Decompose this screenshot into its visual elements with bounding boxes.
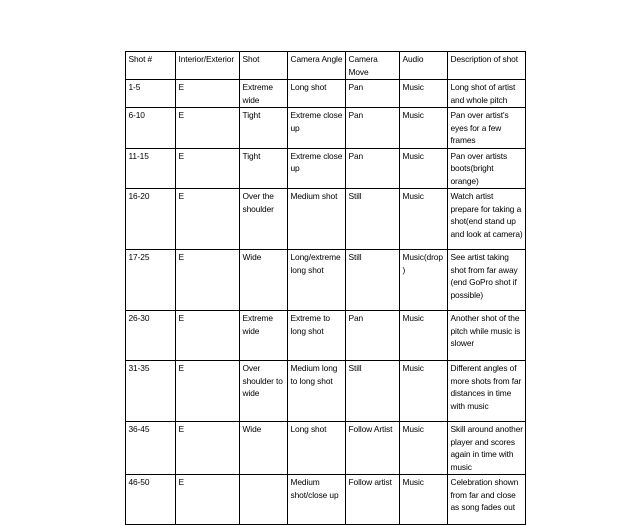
cell-shot: Extreme wide (240, 311, 288, 361)
cell-camera-move: Pan (346, 311, 400, 361)
cell-camera-move: Still (346, 250, 400, 311)
cell-audio: Music (400, 311, 448, 361)
cell-shot-number: 11-15 (126, 148, 176, 189)
cell-audio: Music (400, 148, 448, 189)
cell-interior-exterior: E (176, 148, 240, 189)
cell-interior-exterior: E (176, 361, 240, 422)
cell-camera-move: Still (346, 361, 400, 422)
cell-shot-number: 6-10 (126, 108, 176, 149)
cell-description: Celebration shown from far and close as song fades out (448, 475, 526, 525)
cell-description: Long shot of artist and whole pitch (448, 80, 526, 108)
cell-camera-angle: Medium shot/close up (288, 475, 346, 525)
cell-description: Watch artist prepare for taking a shot(end stand up and look at camera) (448, 189, 526, 250)
cell-shot-number: 17-25 (126, 250, 176, 311)
cell-camera-move: Follow Artist (346, 422, 400, 475)
table-row (126, 475, 526, 525)
cell-camera-angle: Extreme close up (288, 108, 346, 149)
cell-shot-number: 1-5 (126, 80, 176, 108)
header-camera-move: Camera Move (346, 52, 400, 80)
header-camera-angle: Camera Angle (288, 52, 346, 80)
cell-shot: Tight (240, 108, 288, 149)
cell-camera-move: Pan (346, 148, 400, 189)
cell-camera-move: Follow artist (346, 475, 400, 525)
cell-camera-angle: Long shot (288, 422, 346, 475)
cell-audio: Music (400, 361, 448, 422)
cell-shot: Extreme wide (240, 80, 288, 108)
cell-interior-exterior: E (176, 108, 240, 149)
table-row (126, 80, 526, 108)
cell-shot-number: 31-35 (126, 361, 176, 422)
shot-list-table (125, 51, 526, 525)
table-row (126, 108, 526, 149)
cell-shot-number: 46-50 (126, 475, 176, 525)
table-row (126, 189, 526, 250)
table-row (126, 250, 526, 311)
header-shot: Shot (240, 52, 288, 80)
header-interior-exterior: Interior/Exterior (176, 52, 240, 80)
cell-description: Skill around another player and scores again in time with music (448, 422, 526, 475)
cell-camera-angle: Medium shot (288, 189, 346, 250)
cell-shot (240, 475, 288, 525)
cell-interior-exterior: E (176, 189, 240, 250)
cell-interior-exterior: E (176, 475, 240, 525)
cell-camera-move: Pan (346, 108, 400, 149)
header-audio: Audio (400, 52, 448, 80)
cell-shot-number: 36-45 (126, 422, 176, 475)
cell-camera-angle: Medium long to long shot (288, 361, 346, 422)
cell-description: Pan over artist's eyes for a few frames (448, 108, 526, 149)
cell-audio: Music (400, 80, 448, 108)
cell-camera-move: Still (346, 189, 400, 250)
cell-audio: Music (400, 422, 448, 475)
header-row (126, 52, 526, 80)
header-description: Description of shot (448, 52, 526, 80)
cell-shot-number: 16-20 (126, 189, 176, 250)
cell-audio: Music(drop) (400, 250, 448, 311)
table-row (126, 148, 526, 189)
table-row (126, 361, 526, 422)
cell-audio: Music (400, 108, 448, 149)
cell-interior-exterior: E (176, 311, 240, 361)
cell-interior-exterior: E (176, 80, 240, 108)
cell-shot: Wide (240, 250, 288, 311)
cell-shot: Over the shoulder (240, 189, 288, 250)
cell-camera-move: Pan (346, 80, 400, 108)
cell-camera-angle: Long/extreme long shot (288, 250, 346, 311)
cell-camera-angle: Extreme close up (288, 148, 346, 189)
cell-shot: Over shoulder to wide (240, 361, 288, 422)
cell-description: Another shot of the pitch while music is slower (448, 311, 526, 361)
cell-description: See artist taking shot from far away (end GoPro shot if possible) (448, 250, 526, 311)
table-row (126, 311, 526, 361)
header-shot-number: Shot # (126, 52, 176, 80)
table-row (126, 422, 526, 475)
cell-description: Different angles of more shots from far distances in time with music (448, 361, 526, 422)
cell-interior-exterior: E (176, 250, 240, 311)
cell-audio: Music (400, 189, 448, 250)
cell-camera-angle: Extreme to long shot (288, 311, 346, 361)
table-body (126, 80, 526, 525)
cell-audio: Music (400, 475, 448, 525)
cell-shot: Tight (240, 148, 288, 189)
cell-interior-exterior: E (176, 422, 240, 475)
cell-shot: Wide (240, 422, 288, 475)
cell-shot-number: 26-30 (126, 311, 176, 361)
cell-description: Pan over artists boots(bright orange) (448, 148, 526, 189)
cell-camera-angle: Long shot (288, 80, 346, 108)
